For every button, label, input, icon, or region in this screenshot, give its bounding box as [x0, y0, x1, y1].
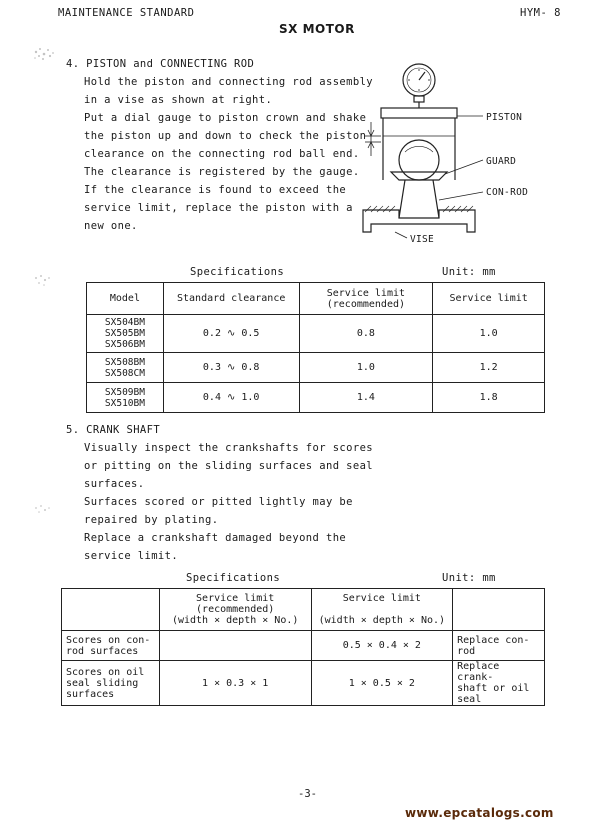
- section-4-text-line: If the clearance is found to exceed the: [84, 184, 347, 196]
- document-header-right: HYM- 8: [520, 7, 561, 19]
- table-cell: 0.4 ∿ 1.0: [163, 383, 299, 413]
- figure-label-piston: PISTON: [486, 112, 523, 123]
- table-row: [62, 631, 545, 661]
- table-row: [87, 315, 545, 353]
- section-4-text-line: Hold the piston and connecting rod assembly: [84, 76, 374, 88]
- section-4-text-line: new one.: [84, 220, 138, 232]
- document-header-left: MAINTENANCE STANDARD: [58, 7, 195, 19]
- table-cell: 1.8: [433, 383, 545, 413]
- section-4-text-line: The clearance is registered by the gauge.: [84, 166, 360, 178]
- unit-label: Unit: mm: [442, 572, 496, 584]
- table-cell-action: Replace crank- shaft or oil seal: [453, 661, 545, 706]
- specifications-title: Specifications: [190, 266, 285, 278]
- table-header-cell: [62, 589, 160, 631]
- table-cell-item: Scores on con- rod surfaces: [62, 631, 160, 661]
- section-5-text-line: Visually inspect the crankshafts for scores: [84, 442, 374, 454]
- table-row: [87, 383, 545, 413]
- section-4-text-line: Put a dial gauge to piston crown and shake: [84, 112, 367, 124]
- section-5-text-line: repaired by plating.: [84, 514, 219, 526]
- section-4-text-line: in a vise as shown at right.: [84, 94, 273, 106]
- table-cell: 1.2: [433, 353, 545, 383]
- watermark-url: www.epcatalogs.com: [405, 806, 554, 820]
- section-5-text-line: service limit.: [84, 550, 179, 562]
- section-5-heading: 5. CRANK SHAFT: [66, 424, 161, 436]
- table-cell: 0.3 ∿ 0.8: [163, 353, 299, 383]
- section-4-text-line: the piston up and down to check the piston: [84, 130, 367, 142]
- table-row: [87, 353, 545, 383]
- smudge-mark: [30, 270, 58, 292]
- figure-label-guard: GUARD: [486, 156, 517, 167]
- figure-label-conrod: CON-ROD: [486, 187, 529, 198]
- piston-dial-gauge-figure: [355, 60, 495, 250]
- table-header-row: [62, 589, 545, 631]
- section-4-text-line: clearance on the connecting rod ball end.: [84, 148, 360, 160]
- table-header-cell: Model: [87, 283, 164, 315]
- table-cell-action: Replace con- rod: [453, 631, 545, 661]
- table-cell-models: SX504BM SX505BM SX506BM: [87, 315, 164, 353]
- table-cell: [159, 631, 311, 661]
- table-cell: 1.0: [433, 315, 545, 353]
- table-header-cell: Service limit (width × depth × No.): [311, 589, 453, 631]
- table-header-cell: [453, 589, 545, 631]
- figure-label-vise: VISE: [410, 234, 435, 245]
- table-cell: 0.2 ∿ 0.5: [163, 315, 299, 353]
- section-5-text-line: Replace a crankshaft damaged beyond the: [84, 532, 347, 544]
- table-cell: 1.4: [299, 383, 433, 413]
- section-4-text-line: service limit, replace the piston with a: [84, 202, 353, 214]
- table-header-cell: Service limit: [433, 283, 545, 315]
- section-5-text-line: or pitting on the sliding surfaces and seal: [84, 460, 374, 472]
- smudge-mark: [30, 44, 60, 66]
- section-5-text-line: Surfaces scored or pitted lightly may be: [84, 496, 353, 508]
- table-cell: 1.0: [299, 353, 433, 383]
- crankshaft-limit-table: [61, 588, 545, 706]
- unit-label: Unit: mm: [442, 266, 496, 278]
- smudge-mark: [30, 500, 58, 520]
- table-header-row: [87, 283, 545, 315]
- table-cell: 1 × 0.5 × 2: [311, 661, 453, 706]
- table-header-cell: Service limit (recommended): [299, 283, 433, 315]
- table-cell-item: Scores on oil seal sliding surfaces: [62, 661, 160, 706]
- table-cell: 1 × 0.3 × 1: [159, 661, 311, 706]
- table-cell: 0.5 × 0.4 × 2: [311, 631, 453, 661]
- table-header-cell: Service limit (recommended) (width × depth × No.): [159, 589, 311, 631]
- section-4-heading: 4. PISTON and CONNECTING ROD: [66, 58, 255, 70]
- table-cell-models: SX508BM SX508CM: [87, 353, 164, 383]
- piston-clearance-table: [86, 282, 545, 413]
- table-row: [62, 661, 545, 706]
- page-number: -3-: [298, 788, 317, 800]
- section-5-text-line: surfaces.: [84, 478, 145, 490]
- page-title: SX MOTOR: [279, 22, 355, 36]
- specifications-title: Specifications: [186, 572, 281, 584]
- table-cell-models: SX509BM SX510BM: [87, 383, 164, 413]
- table-header-cell: Standard clearance: [163, 283, 299, 315]
- table-cell: 0.8: [299, 315, 433, 353]
